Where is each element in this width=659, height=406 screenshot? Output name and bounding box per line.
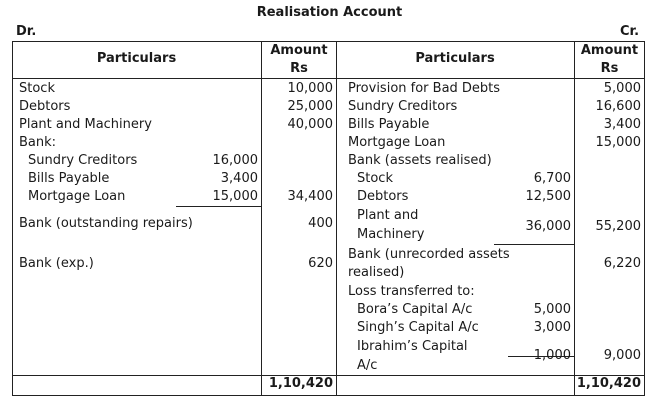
debit-amount-header: Amount [270, 43, 328, 58]
credit-bank-subtotal-rule [494, 244, 575, 245]
credit-loss-bora-label: Bora’s Capital A/c [357, 302, 473, 317]
credit-bills-payable-label: Bills Payable [348, 117, 430, 132]
debit-bank-sundry-creditors-amount: 16,000 [212, 153, 258, 168]
debit-bank-sundry-creditors-label: Sundry Creditors [28, 153, 138, 168]
credit-mortgage-loan-label: Mortgage Loan [348, 135, 446, 150]
credit-unrecorded-amount: 6,220 [603, 256, 641, 271]
debit-bank-bills-payable-amount: 3,400 [220, 171, 258, 186]
credit-loss-singh-label: Singh’s Capital A/c [357, 320, 479, 335]
credit-rs-header: Rs [600, 61, 619, 76]
debit-stock-amount: 10,000 [287, 81, 333, 96]
credit-provision-amount: 5,000 [603, 81, 641, 96]
credit-loss-label: Loss transferred to: [348, 284, 475, 299]
debit-bank-total: 34,400 [287, 189, 333, 204]
credit-provision-label: Provision for Bad Debts [348, 81, 501, 96]
credit-amount-header: Amount [580, 43, 639, 58]
debit-bank-subtotal-rule [176, 206, 262, 207]
credit-bills-payable-amount: 3,400 [603, 117, 641, 132]
debit-repairs-amount: 400 [308, 216, 333, 231]
debit-bank-mortgage-loan-label: Mortgage Loan [28, 189, 126, 204]
credit-bank-plant-amount: 36,000 [525, 219, 571, 234]
credit-loss-ibrahim-amount: 1,000 [533, 348, 571, 363]
credit-particulars-header: Particulars [415, 51, 495, 66]
debit-stock-label: Stock [19, 81, 55, 96]
credit-loss-total: 9,000 [603, 348, 641, 363]
debit-bank-label: Bank: [19, 135, 57, 150]
credit-bank-plant-label-line2: Machinery [357, 227, 425, 242]
credit-loss-singh-amount: 3,000 [533, 320, 571, 335]
credit-loss-bora-amount: 5,000 [533, 302, 571, 317]
credit-loss-ibrahim-label-line2: A/c [357, 358, 378, 373]
credit-sundry-creditors-amount: 16,600 [595, 99, 641, 114]
debit-repairs-label: Bank (outstanding repairs) [19, 216, 193, 231]
debit-debtors-amount: 25,000 [287, 99, 333, 114]
credit-bank-stock-label: Stock [357, 171, 393, 186]
credit-unrecorded-label-line2: realised) [348, 265, 405, 280]
realisation-table [12, 41, 645, 396]
credit-bank-plant-label-line1: Plant and [357, 208, 419, 223]
debit-bank-bills-payable-label: Bills Payable [28, 171, 110, 186]
credit-bank-debtors-label: Debtors [357, 189, 409, 204]
credit-bank-stock-amount: 6,700 [533, 171, 571, 186]
debit-plant-amount: 40,000 [287, 117, 333, 132]
debit-plant-label: Plant and Machinery [19, 117, 152, 132]
debit-rs-header: Rs [290, 61, 308, 76]
debit-debtors-label: Debtors [19, 99, 71, 114]
cr-label: Cr. [620, 24, 640, 39]
debit-bank-mortgage-loan-amount: 15,000 [212, 189, 258, 204]
credit-unrecorded-label-line1: Bank (unrecorded assets [348, 247, 510, 262]
credit-bank-assets-label: Bank (assets realised) [348, 153, 492, 168]
debit-particulars-header: Particulars [96, 51, 177, 66]
credit-mortgage-loan-amount: 15,000 [595, 135, 641, 150]
credit-bank-assets-total: 55,200 [595, 219, 641, 234]
account-title: Realisation Account [256, 5, 403, 20]
debit-exp-amount: 620 [308, 256, 333, 271]
dr-label: Dr. [16, 24, 37, 39]
debit-grand-total: 1,10,420 [268, 376, 333, 391]
debit-exp-label: Bank (exp.) [19, 256, 94, 271]
credit-loss-ibrahim-label-line1: Ibrahim’s Capital [357, 339, 468, 354]
credit-grand-total: 1,10,420 [576, 376, 641, 391]
credit-sundry-creditors-label: Sundry Creditors [348, 99, 458, 114]
credit-bank-debtors-amount: 12,500 [525, 189, 571, 204]
